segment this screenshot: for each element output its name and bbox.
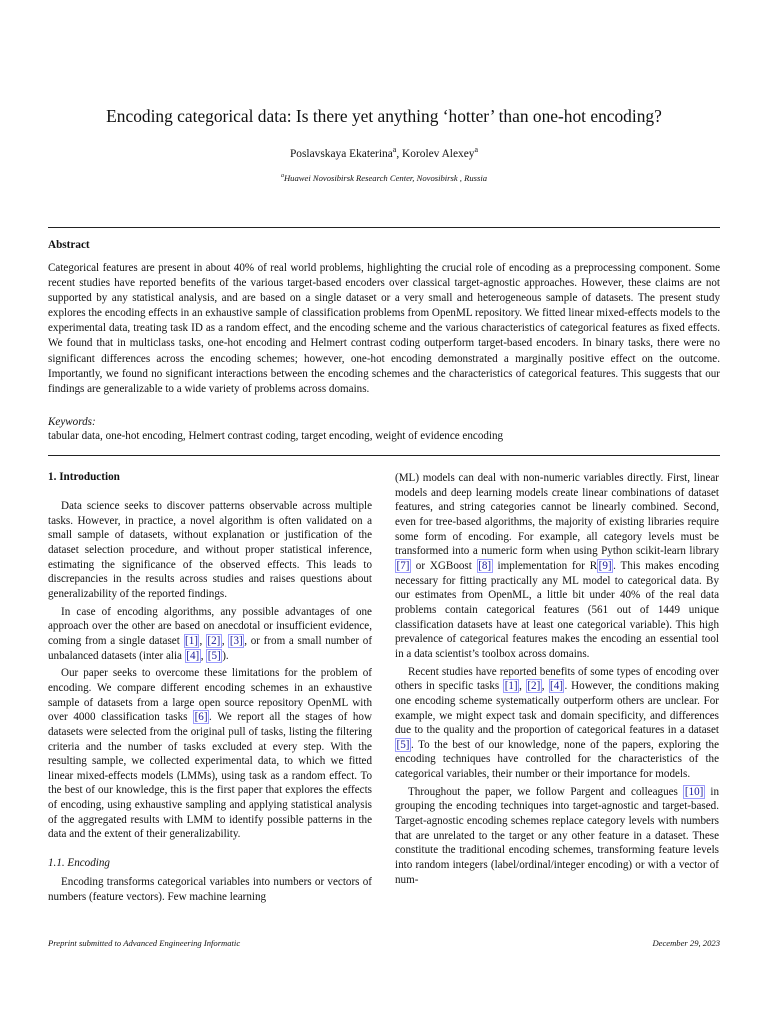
paragraph-text: (ML) models can deal with non-numeric variables directly. First, linear models and deep learning models create linear combinations of dataset features, and string categories cannot be linearly combined. Second, even for tree-based algorithms, the majority of existing libraries require some form of encoding. For example, all category levels must be transformed into a numeric form when using Python scikit-learn library: [395, 472, 719, 558]
paragraph-text: or XGBoost: [410, 559, 477, 572]
keywords-text: tabular data, one-hot encoding, Helmert contrast coding, target encoding, weight of evidence encoding: [48, 430, 504, 442]
paragraph-text: Recent studies have reported benefits of some types of encoding over others in specific tasks: [395, 665, 719, 693]
paragraph-text: . We report all the stages of how datasets were selected from the original pull of tasks, listing the filtering criteria and the number of tasks excluded at every step. With the resulting sample, we collected experimental data, to which we fitted linear mixed-effects models (LMMs), using task as a random effect. To the best of our knowledge, this is the first paper that explores the effects of encoding, using exhaustive sampling and applying statistical analysis of the aggregated results with LMM to identify possible patterns in the data and the extent of their generalizability.: [48, 711, 372, 841]
paragraph-text: implementation for R: [492, 559, 598, 572]
footer-preprint-note: Preprint submitted to Advanced Engineering Informatic: [48, 938, 241, 948]
paragraph: [48, 875, 372, 904]
citation-link[interactable]: [2]: [207, 634, 221, 647]
affiliation: [48, 172, 720, 184]
citation-link[interactable]: [1]: [185, 634, 198, 647]
paragraph-text: ).: [222, 649, 229, 662]
citation-separator: ,: [199, 634, 206, 647]
author-name: Korolev Alexey: [402, 148, 475, 160]
citation-link[interactable]: [1]: [504, 680, 518, 693]
abstract-bottom-rule: [48, 455, 720, 456]
citation-separator: ,: [519, 680, 526, 693]
paper-title: Encoding categorical data: Is there yet anything ‘hotter’ than one-hot encoding?: [106, 106, 662, 126]
citation-link[interactable]: [7]: [396, 559, 410, 572]
affiliation-marker: a: [280, 173, 284, 180]
paragraph-text: . However, the conditions making one encoding scheme systematically outperform others are unclear. For example, we might expect task and domain specificity, and differences due to the quality and the proportion of categorical features in a dataset: [395, 680, 720, 737]
paragraph: [48, 499, 372, 602]
paragraph-text: , or from a small number of unbalanced datasets (inter alia: [48, 634, 373, 662]
left-column: [48, 470, 372, 907]
author-name: Poslavskaya Ekaterina: [289, 148, 393, 160]
paragraph-text: In case of encoding algorithms, any possible advantages of one approach over the other are based on anecdotal or insufficient evidence, coming from a single dataset: [48, 605, 372, 647]
paragraph-text: Data science seeks to discover patterns observable across multiple tasks. However, in practice, a novel algorithm is often validated on a small sample of datasets, without explanation or justification of the dataset selection procedure, and without proper statistical inference, estimating the significance of the observed effects. This leads to discrepancies in the results across studies and raises questions about generalizability of the reported findings.: [48, 500, 372, 600]
citation-link[interactable]: [9]: [598, 559, 612, 572]
author-separator: ,: [396, 148, 403, 160]
paragraph: [395, 785, 719, 888]
paragraph-text: . This makes encoding necessary for fitting practically any ML model to categorical data. By our estimates from OpenML, a little bit under 40% of the real data problems contain categorical features (561 out of 1449 unique classification datasets have at least one categorical variable). This high prevalence of categorical features makes the encoding an essential tool in a data scientist’s toolbox across domains.: [395, 559, 719, 660]
citation-separator: ,: [221, 634, 229, 647]
paragraph-text: in grouping the encoding techniques into target-agnostic and target-based. Target-agnostic encoding schemes replace category levels with numbers that are unrelated to the target or any other feature in a dataset. These constitute the traditional encoding schemes, transforming feature levels into random integers (label/ordinal/integer encoding) or with a vector of num-: [395, 785, 719, 886]
footer-date: December 29, 2023: [652, 938, 720, 948]
citation-link[interactable]: [4]: [550, 680, 563, 693]
affiliation-text: Huawei Novosibirsk Research Center, Novosibirsk , Russia: [283, 173, 488, 183]
paragraph-text: . To the best of our knowledge, none of the papers, exploring the encoding techniques have controlled for the characteristics of the categorical variables, their number or their importance for models.: [395, 738, 719, 781]
citation-link[interactable]: [10]: [684, 785, 704, 798]
citation-link[interactable]: [5]: [207, 649, 221, 662]
citation-link[interactable]: [8]: [478, 559, 492, 572]
right-column: [395, 471, 719, 890]
subsection-heading: 1.1. Encoding: [48, 857, 110, 870]
paragraph: [395, 471, 719, 662]
paragraph-text: Encoding transforms categorical variables into numbers or vectors of numbers (feature vectors). Few machine learning: [48, 876, 372, 903]
abstract-text: Categorical features are present in about 40% of real world problems, highlighting the crucial role of encoding as a preprocessing component. Some recent studies have reported benefits of the various target-based encoders over classical target-agnostic approaches. However, these claims are not supported by any statistical analysis, and are based on a single dataset or a very small and heterogeneous sample of datasets. The present study explores the encoding effects in an exhaustive sample of classification problems from OpenML repository. We fitted linear mixed-effects models to the experimental data, treating task ID as a random effect, and the encoding scheme and the various characteristics of categorical features as fixed effects. We found that in multiclass tasks, one-hot encoding and Helmert contrast coding outperform target-based encoders. In binary tasks, there were no significant differences across the encoding schemes; however, one-hot encoding demonstrated a marginally positive effect on the outcome. Importantly, we found no significant interactions between the encoding schemes and the characteristics of categorical features. This suggests that our findings are generalizable to a wide variety of problems across domains.: [48, 262, 720, 395]
section-heading: 1. Introduction: [48, 471, 120, 483]
citation-link[interactable]: [6]: [194, 711, 208, 724]
citation-link[interactable]: [2]: [527, 680, 541, 693]
paragraph-text: Our paper seeks to overcome these limitations for the problem of encoding. We compare different encoding schemes in an exhaustive sample of datasets from a large open source repository OpenML with over 4000 classification tasks: [48, 667, 372, 724]
citation-link[interactable]: [3]: [229, 634, 243, 647]
top-rule: [48, 227, 720, 228]
paragraph-text: Throughout the paper, we follow Pargent and colleagues: [408, 785, 684, 798]
citation-link[interactable]: [5]: [396, 738, 410, 751]
paragraph: [395, 665, 719, 782]
paragraph: [48, 605, 372, 664]
abstract-heading: Abstract: [48, 239, 90, 251]
author-list: [48, 146, 720, 162]
affiliation-marker: a: [392, 145, 397, 155]
affiliation-marker: a: [474, 145, 479, 155]
citation-separator: ,: [200, 649, 207, 662]
citation-separator: ,: [541, 680, 549, 693]
keywords-heading: Keywords:: [48, 416, 96, 428]
paragraph: [48, 666, 372, 842]
citation-link[interactable]: [4]: [186, 649, 200, 662]
